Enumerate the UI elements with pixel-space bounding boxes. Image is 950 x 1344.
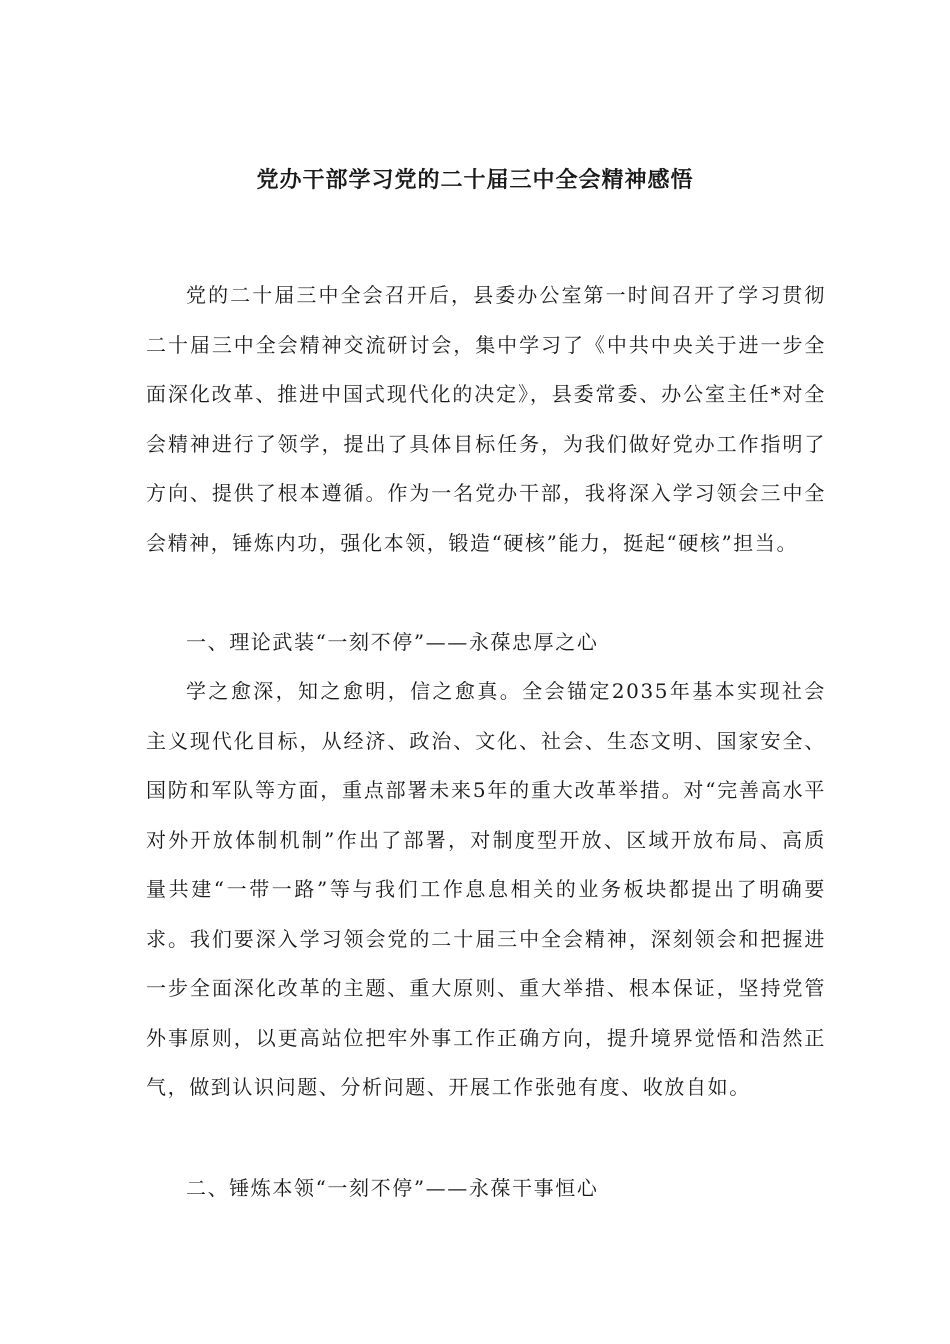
paragraph-section-1: 学之愈深，知之愈明，信之愈真。全会锚定2035年基本实现社会主义现代化目标，从经济、政治、文化、社会、生态文明、国家安全、国防和军队等方面，重点部署未来5年的重大改革举措。对“完善高水平对外开放体制机制”作出了部署，对制度型开放、区域开放布局、高质量共建“一带一路”等与我们工作息息相关的业务板块都提出了明确要求。我们要深入学习领会党的二十届三中全会精神，深刻领会和把握进一步全面深化改革的主题、重大原则、重大举措、根本保证，坚持党管外事原则，以更高站位把牢外事工作正确方向，提升境界觉悟和浩然正气，做到认识问题、分析问题、开展工作张弛有度、收放自如。 xyxy=(146,679,826,1099)
section-heading-2: 二、锤炼本领“一刻不停”——永葆干事恒心 xyxy=(186,1176,599,1200)
section-heading-1: 一、理论武装“一刻不停”——永葆忠厚之心 xyxy=(186,630,599,654)
document-title: 党办干部学习党的二十届三中全会精神感悟 xyxy=(256,167,694,193)
paragraph-intro: 党的二十届三中全会召开后，县委办公室第一时间召开了学习贯彻二十届三中全会精神交流研讨会，集中学习了《中共中央关于进一步全面深化改革、推进中国式现代化的决定》，县委常委、办公室主任*对全会精神进行了领学，提出了具体目标任务，为我们做好党办工作指明了方向、提供了根本遵循。作为一名党办干部，我将深入学习领会三中全会精神，锤炼内功，强化本领，锻造“硬核”能力，挺起“硬核”担当。 xyxy=(146,283,826,555)
